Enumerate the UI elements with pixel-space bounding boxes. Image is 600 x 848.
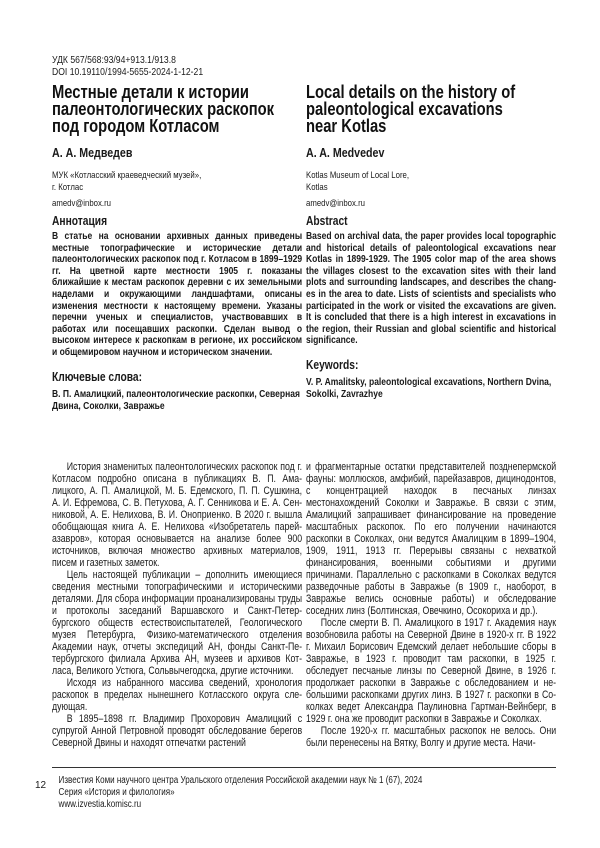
page	[0, 0, 600, 831]
abstract-section	[52, 84, 556, 413]
body-paragraph: и фрагментарные остатки представителей поздне­перм­ской фауны: моллюсков, амфибий, парейазавров, дици­нодонтов, с концентрацией находок в песчаных линзах местонахождений Соколки и Завражье. В связи с этим, Амалицкий запрашивает финансирование на проведе­ние масштабных раскопок. По его получении начинаются раскопки в Соколках, они ведутся Амалицким в 1899–1904, 1909, 1911, 1913 гг. Перерывы связаны с нехваткой финанси­рования, военными событиями и другими причинами. Па­раллельно с раскопками в Соколках ведутся разведочные работы в Завражье (в 1909 г., наоборот, в Завражье велись основные работы) и обследование соседних линз (Болтин­ская, Овечкино, Осокориха и др.).	[306, 461, 556, 617]
en-affiliation	[306, 170, 556, 193]
ru-keywords-heading: Ключевые слова:	[52, 371, 302, 384]
ru-header	[52, 84, 302, 413]
ru-affiliation-city: г. Котлас	[52, 182, 302, 194]
en-abstract-heading: Abstract	[306, 215, 556, 228]
body-paragraph: История знаменитых палеонтологических раскопок под г. Котласом подробно описана в публикациях В. П. Ама­лицкого, А. П. Амалицкой, М. Б. Едемского, П. П. Сушкина, А. И. Ефремова, С. В. Петухова, А. Г. Сенникова и Е. А. Сен­никовой, А. Е. Нелихова, В. И. Оноприенко. В 2020 г. вышла обобщающая книга А. Е. Нелихова «Изобретатель парей­азавров», которая основывается на анализе более 900 источников, включая множество архивных материалов, писем и газетных заметок.	[52, 461, 302, 569]
en-keywords-text: V. P. Amalitsky, paleontological excavations, Northern Dvina, Sokolki, Zavrazhye	[306, 377, 556, 401]
en-header	[306, 84, 556, 413]
footer-journal: Известия Коми научного центра Уральского отделения Российской академии наук № 1 (67), 2024	[59, 775, 543, 787]
en-email: amedv@inbox.ru	[306, 198, 556, 209]
body-paragraph: После 1920-х гг. масштабных раскопок не велось. Они были перенесены на Вятку, Волгу и другие места. Начи-	[306, 725, 556, 749]
body-paragraph: Исходя из набранного массива сведений, хронология раскопок в пределах нынешнего Котласского округа сле­дующая.	[52, 677, 302, 713]
body-left-column	[52, 461, 302, 749]
ru-title: Местные детали к истории палеонтологических раскопок под городом Котласом	[52, 84, 282, 135]
article-meta	[52, 54, 302, 78]
ru-keywords-text: В. П. Амалицкий, палеонтологические раскопки, Северная Двина, Соколки, Завражье	[52, 389, 302, 413]
en-author: A. A. Medvedev	[306, 146, 556, 160]
ru-author: А. А. Медведев	[52, 146, 302, 160]
body-paragraph: В 1895–1898 гг. Владимир Прохорович Амалицкий с супругой Анной Петровной проводят обследование бе­регов Северной Двины и находят отпечатки растений	[52, 713, 302, 749]
ru-abstract-text: В статье на основании архивных данных приведены мест­ные топографические и исторические детали палеонтоло­гических раскопок под г. Котласом в 1899–1929 гг. На цвет­ной карте местности 1905 г. показаны ближайшие к местам раскопок деревни с их земельными наделами и окружаю­щими ландшафтами, описаны изменения местности к насто­ящему времени. Указаны перечни ученых и специалистов, участвовавших в работах или посещавших раскопки. Сде­лан вывод о высоком интересе к раскопкам в регионе, их российском и общемировом научном и историческом зна­чении.	[52, 231, 302, 359]
footer-series: Серия «История и филология»	[59, 787, 543, 799]
body-section	[52, 461, 556, 749]
page-number: 12	[35, 780, 46, 791]
en-abstract-text: Based on archival data, the paper provides local topograph­ic and historical details of paleontological excavations near Kotlas in 1899-1929. The 1905 color map of the area shows the villages closest to the excavation sites with their land plots and surrounding landscapes, and describes the chang­es in the area to date. Lists of scientists and specialists who participated in the work or visited the excavations are given. It is concluded that there is a high interest in excavations in the region, their Russian and global scientific and historical significance.	[306, 231, 556, 347]
ru-affiliation-line: МУК «Котласский краеведческий музей»,	[52, 170, 302, 182]
body-paragraph: После смерти В. П. Амалицкого в 1917 г. Академия наук возобновила работы на Северной Двине в 1920-х гг. В 1922 г. Михаил Борисович Едемский делает небольшие сборы в Завражье, в 1923 г. проводит там раскопки, в 1925 г. обследует песчаные линзы по Северной Двине, в 1926 г. продолжает раскопки в Завражье с обследованием и не­большими раскопками других линз. В 1927 г. раскопки в Со­колках ведет Александра Паулиновна Гартман-Вейнберг, в 1929 г. она же проводит раскопки в Завражье и Соколках.	[306, 617, 556, 725]
en-title: Local details on the history of paleontological excavations near Kotlas	[306, 84, 536, 135]
en-affiliation-city: Kotlas	[306, 182, 556, 194]
ru-email: amedv@inbox.ru	[52, 198, 302, 209]
footer	[52, 767, 556, 811]
ru-affiliation	[52, 170, 302, 193]
body-right-column	[306, 461, 556, 749]
en-affiliation-line: Kotlas Museum of Local Lore,	[306, 170, 556, 182]
body-paragraph: Цель настоящей публикации – дополнить имеющиеся сведения местными топографическими и историческими деталями. Для сбора информации проанализированы тру­ды и протоколы заседаний Варшавского и Санкт-Петер­бургского обществ естествоиспытателей, Геологического музея Петербурга, Физико-математического отделения Академии наук, отчеты экспедиций АН, фонды Санкт-Пе­тербургского филиала Архива АН, музеев и архивов Кот­ласа, Великого Устюга, Сольвычегодска, другие источники.	[52, 569, 302, 677]
doi: DOI 10.19110/1994-5655-2024-1-12-21	[52, 66, 302, 78]
en-keywords-heading: Keywords:	[306, 359, 556, 372]
udk-code: УДК 567/568:93/94+913.1/913.8	[52, 54, 302, 66]
ru-abstract-heading: Аннотация	[52, 215, 302, 228]
footer-url[interactable]: www.izvestia.komisc.ru	[59, 799, 543, 811]
